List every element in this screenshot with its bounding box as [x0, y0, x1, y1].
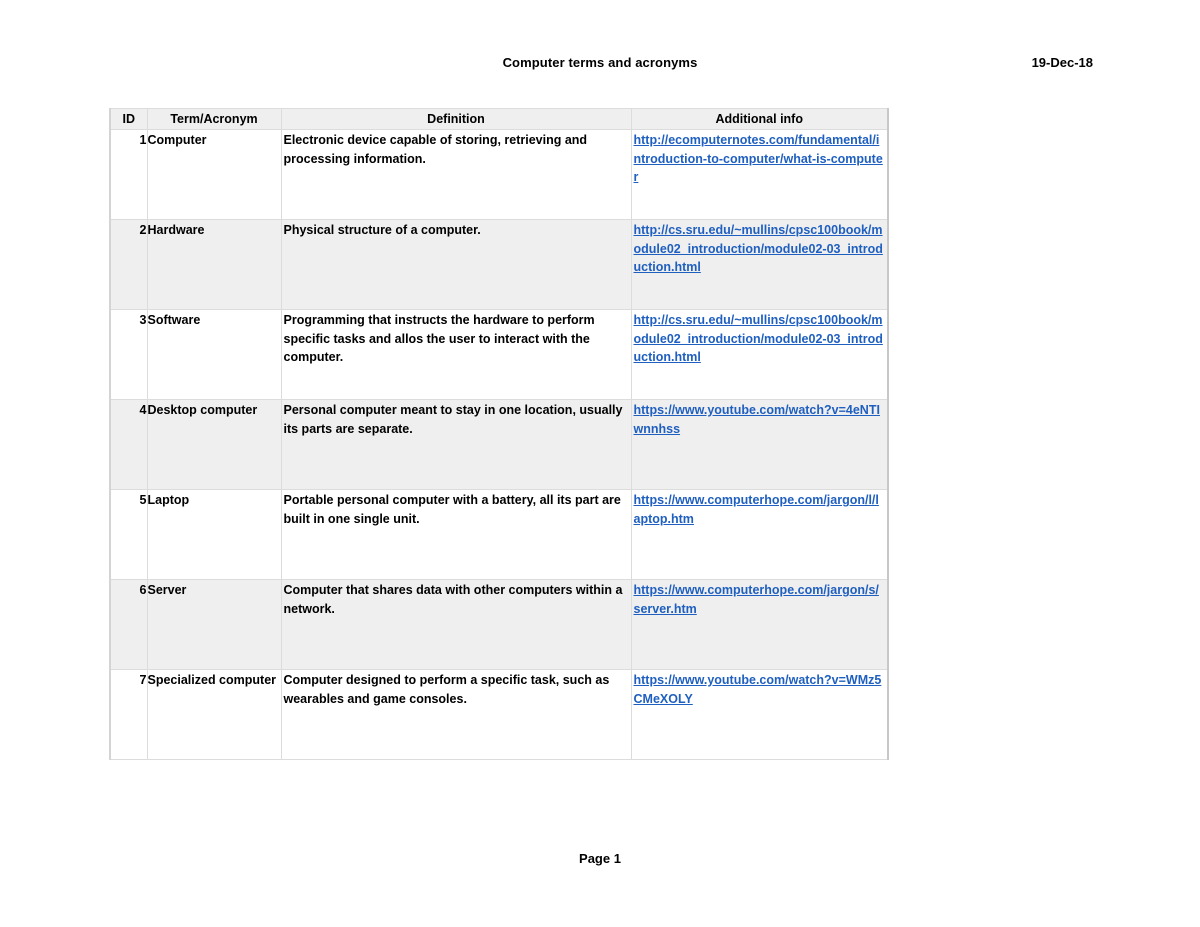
row-term: Software: [147, 310, 281, 400]
table-row: [110, 580, 888, 670]
row-definition: Portable personal computer with a battery, all its part are built in one single unit.: [281, 490, 631, 580]
row-definition: Electronic device capable of storing, retrieving and processing information.: [281, 130, 631, 220]
terms-table: [109, 108, 889, 760]
row-term: Laptop: [147, 490, 281, 580]
row-term: Hardware: [147, 220, 281, 310]
row-id: 7: [110, 670, 147, 760]
row-id: 2: [110, 220, 147, 310]
row-definition: Personal computer meant to stay in one location, usually its parts are separate.: [281, 400, 631, 490]
row-term: Server: [147, 580, 281, 670]
row-definition: Computer that shares data with other computers within a network.: [281, 580, 631, 670]
row-definition: Programming that instructs the hardware to perform specific tasks and allos the user to interact with the computer.: [281, 310, 631, 400]
column-header-term: Term/Acronym: [147, 109, 281, 130]
row-info: [631, 580, 888, 670]
table-row: [110, 310, 888, 400]
info-link[interactable]: https://www.computerhope.com/jargon/s/server.htm: [633, 583, 879, 616]
info-link[interactable]: http://cs.sru.edu/~mullins/cpsc100book/module02_introduction/module02-03_introduction.html: [633, 313, 883, 364]
row-term: Computer: [147, 130, 281, 220]
row-info: [631, 670, 888, 760]
info-link[interactable]: https://www.youtube.com/watch?v=4eNTIwnnhss: [633, 403, 880, 436]
table-row: [110, 130, 888, 220]
table-row: [110, 220, 888, 310]
table-row: [110, 670, 888, 760]
info-link[interactable]: http://cs.sru.edu/~mullins/cpsc100book/module02_introduction/module02-03_introduction.html: [633, 223, 883, 274]
row-id: 4: [110, 400, 147, 490]
table-row: [110, 490, 888, 580]
row-id: 1: [110, 130, 147, 220]
row-term: Specialized computer: [147, 670, 281, 760]
column-header-info: Additional info: [631, 109, 888, 130]
header-date: 19-Dec-18: [1031, 55, 1093, 70]
row-info: [631, 310, 888, 400]
page-title: Computer terms and acronyms: [502, 55, 698, 70]
row-term: Desktop computer: [147, 400, 281, 490]
row-definition: Computer designed to perform a specific task, such as wearables and game consoles.: [281, 670, 631, 760]
row-info: [631, 220, 888, 310]
row-id: 6: [110, 580, 147, 670]
column-header-id: ID: [110, 109, 147, 130]
column-header-definition: Definition: [281, 109, 631, 130]
row-id: 5: [110, 490, 147, 580]
info-link[interactable]: http://ecomputernotes.com/fundamental/introduction-to-computer/what-is-computer: [633, 133, 883, 184]
row-id: 3: [110, 310, 147, 400]
row-info: [631, 130, 888, 220]
row-info: [631, 400, 888, 490]
row-definition: Physical structure of a computer.: [281, 220, 631, 310]
info-link[interactable]: https://www.computerhope.com/jargon/l/laptop.htm: [633, 493, 879, 526]
table-row: [110, 400, 888, 490]
row-info: [631, 490, 888, 580]
page-number: Page 1: [579, 851, 621, 866]
info-link[interactable]: https://www.youtube.com/watch?v=WMz5CMeXOLY: [633, 673, 882, 706]
table-header-row: [110, 109, 888, 130]
